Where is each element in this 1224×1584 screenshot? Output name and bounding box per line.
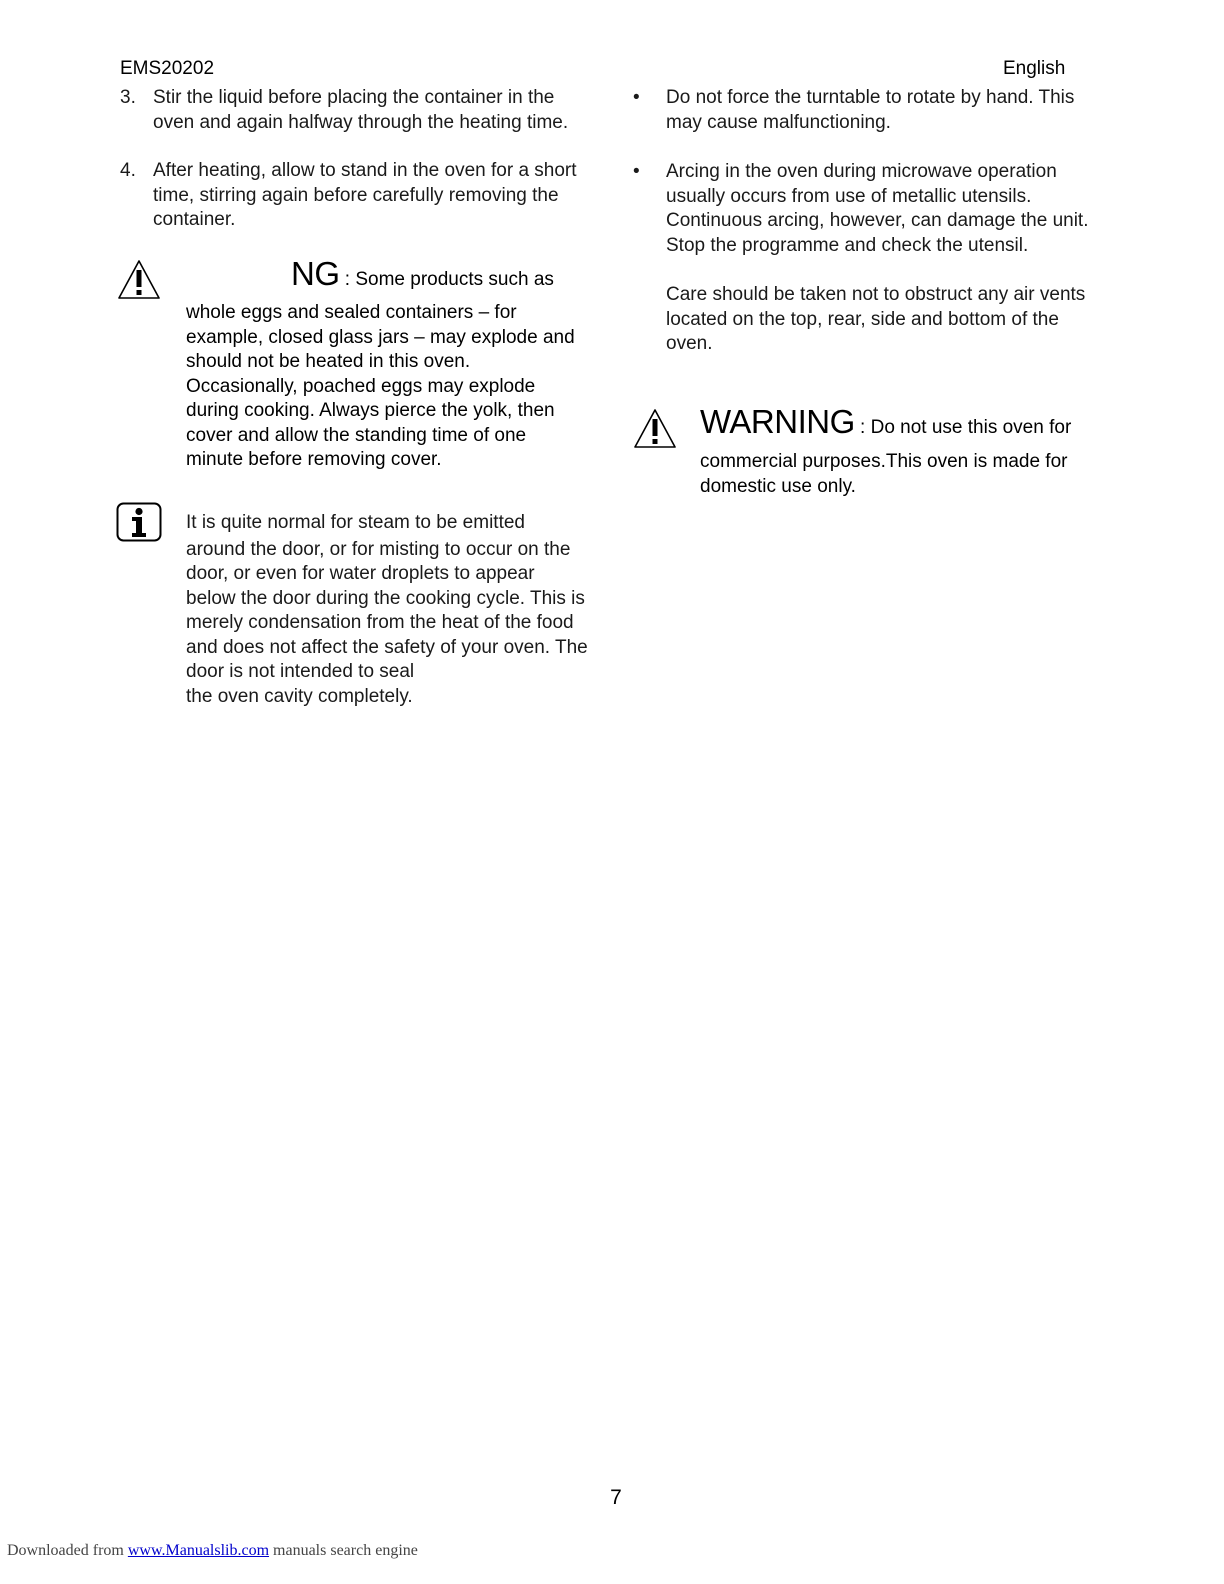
bullet-line: Continuous arcing, however, can damage the unit. <box>666 210 1089 231</box>
bullet-line: usually occurs from use of metallic utensils. <box>666 185 1032 207</box>
info-line: and does not affect the safety of your oven. The <box>186 636 588 658</box>
step-line: time, stirring again before carefully removing the <box>153 184 559 206</box>
warning-line: domestic use only. <box>700 475 856 497</box>
warning-heading: WARNING <box>700 403 855 440</box>
bullet-line: may cause malfunctioning. <box>666 111 891 133</box>
warning-line: during cooking. Always pierce the yolk, then <box>186 400 555 421</box>
warning-line: example, closed glass jars – may explode and <box>186 326 575 348</box>
warning-line: Occasionally, poached eggs may explode <box>186 375 536 397</box>
warning-body <box>186 301 575 473</box>
bullet-dot: • <box>633 161 640 182</box>
document-model: EMS20202 <box>120 58 215 79</box>
info-line: door is not intended to seal <box>186 661 415 682</box>
step-number: 3. <box>120 87 136 108</box>
info-line: door, or even for water droplets to appear <box>186 563 535 584</box>
info-line: below the door during the cooking cycle. This is <box>186 587 585 609</box>
warning-triangle-icon <box>632 407 678 451</box>
bullet-item <box>633 86 1074 135</box>
page-number: 7 <box>610 1486 622 1509</box>
step-line: oven and again halfway through the heating time. <box>153 111 569 133</box>
warning-line: commercial purposes.This oven is made for <box>700 451 1068 472</box>
warning-line: cover and allow the standing time of one <box>186 424 527 446</box>
warning-line: should not be heated in this oven. <box>186 351 471 372</box>
warning-heading-line <box>700 403 1072 441</box>
warning-first-line: : Do not use this oven for <box>854 417 1072 438</box>
manualslib-link[interactable]: www.Manualslib.com <box>127 1542 270 1559</box>
step-line: Stir the liquid before placing the container in the <box>153 87 555 108</box>
document-language: English <box>1003 58 1066 79</box>
warning-line: minute before removing cover. <box>186 449 442 470</box>
info-line: It is quite normal for steam to be emitted <box>186 512 525 533</box>
step-number: 4. <box>120 160 136 181</box>
warning-heading-line <box>291 255 554 293</box>
bullet-item <box>633 160 1089 258</box>
warning-triangle-icon <box>116 258 162 302</box>
step-4 <box>120 159 577 233</box>
step-line: container. <box>153 209 236 230</box>
care-line: oven. <box>666 333 713 354</box>
care-paragraph <box>666 283 1085 357</box>
info-body <box>186 511 588 709</box>
download-footer <box>7 1542 418 1560</box>
bullet-dot: • <box>633 87 640 108</box>
warning-first-line: : Some products such as <box>339 269 554 290</box>
care-line: located on the top, rear, side and bottom of the <box>666 308 1059 330</box>
step-3 <box>120 86 568 135</box>
bullet-line: Do not force the turntable to rotate by hand. This <box>666 87 1075 108</box>
footer-prefix: Downloaded from <box>7 1542 128 1559</box>
bullet-line: Stop the programme and check the utensil. <box>666 234 1029 256</box>
warning-line: whole eggs and sealed containers – for <box>186 302 517 323</box>
step-line: After heating, allow to stand in the oven for a short <box>153 160 577 181</box>
warning-heading: NG <box>291 255 340 292</box>
bullet-line: Arcing in the oven during microwave operation <box>666 161 1057 182</box>
info-line: around the door, or for misting to occur on the <box>186 538 571 560</box>
care-line: Care should be taken not to obstruct any air vents <box>666 284 1086 305</box>
footer-suffix: manuals search engine <box>269 1542 418 1559</box>
info-line: merely condensation from the heat of the food <box>186 612 574 633</box>
warning-body <box>700 450 1067 499</box>
info-line: the oven cavity completely. <box>186 685 413 707</box>
info-icon <box>116 502 162 542</box>
